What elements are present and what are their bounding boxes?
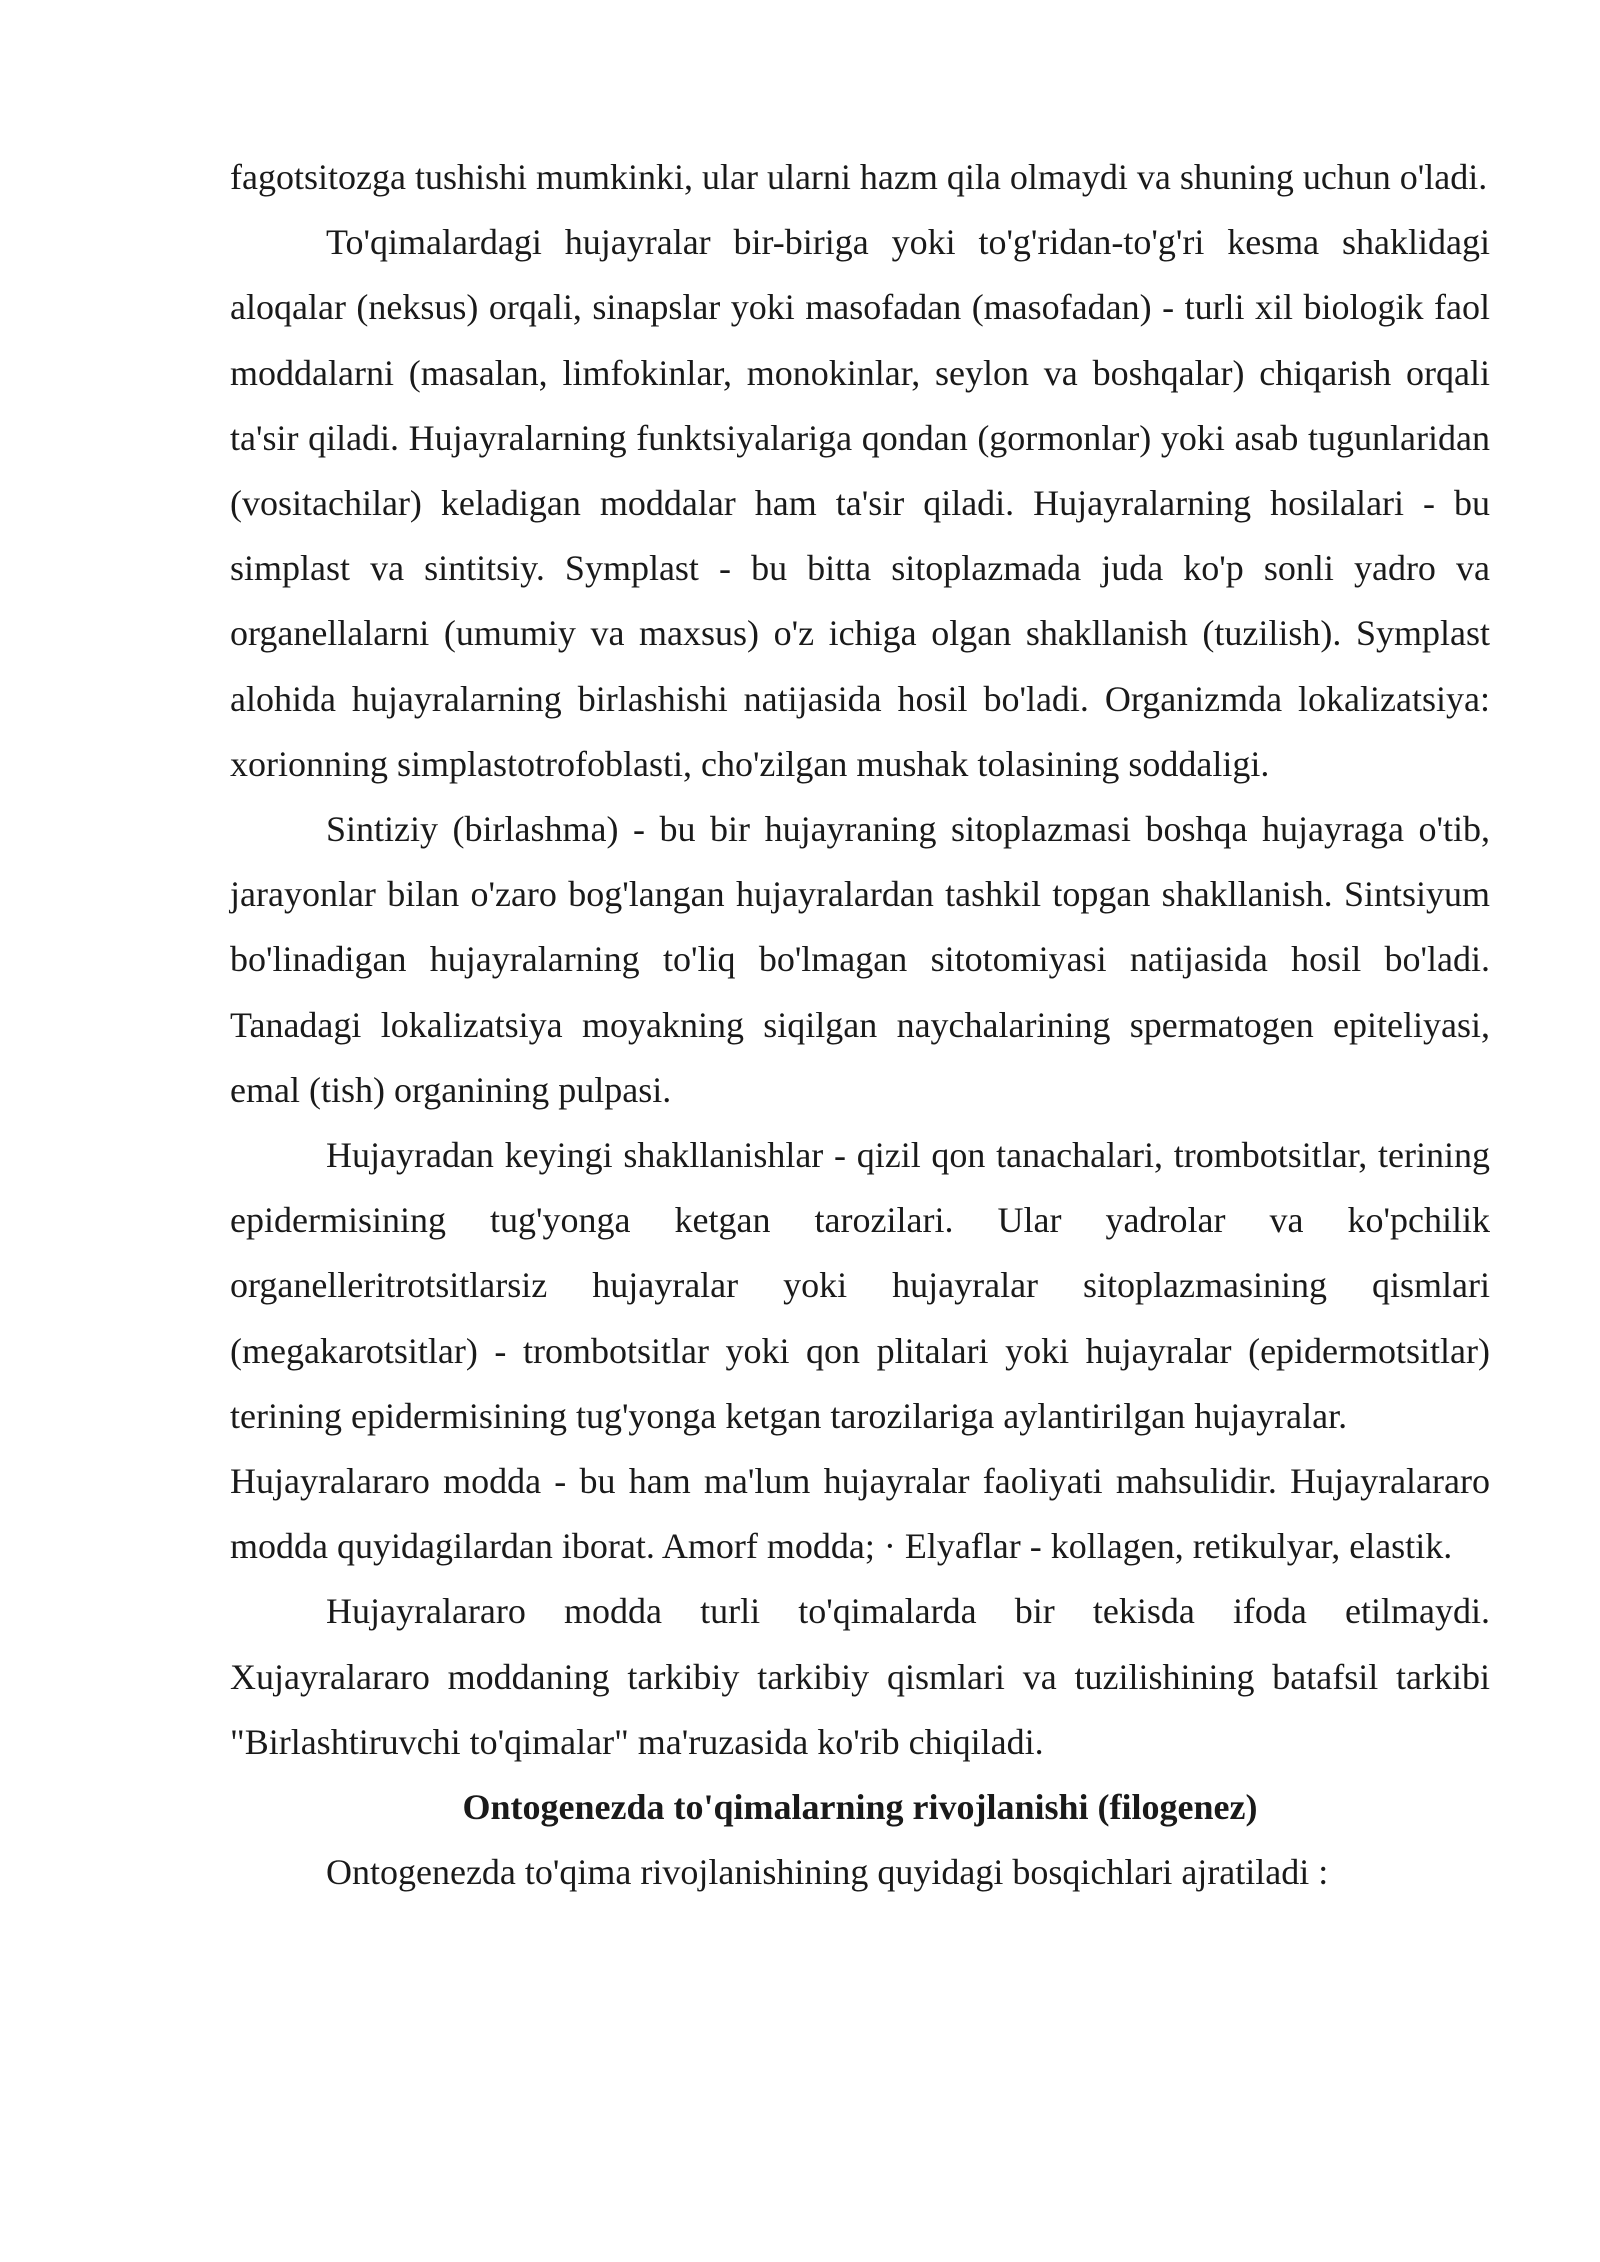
paragraph-syncytium: Sintiziy (birlashma) - bu bir hujayraning sitoplazmasi boshqa hujayraga o'tib, jarayonlar bilan o'zaro bog'langan hujayralardan tashkil topgan shakllanish. Sintsiyum bo'linadigan hujayralarning to'liq bo'lmagan sitotomiyasi natijasida hosil bo'ladi. Tanadagi lokalizatsiya moyakning siqilgan naychalarining spermatogen epiteliyasi, emal (tish) organining pulpasi. xyxy=(230,809,1490,1110)
section-heading: Ontogenezda to'qimalarning rivojlanishi (filogenez) xyxy=(462,1787,1258,1828)
paragraph-postcellular-formations: Hujayradan keyingi shakllanishlar - qizil qon tanachalari, trombotsitlar, terining epidermisining tug'yonga ketgan tarozilari. Ular yadrolar va ko'pchilik organelleritrotsitlarsiz hujayralar yoki hujayralar sitoplazmasining qismlari (megakarotsitlar) - trombotsitlar yoki qon plitalari yoki hujayralar (epidermotsitlar) terining epidermisining tug'yonga ketgan tarozilariga aylantirilgan hujayralar. xyxy=(230,1135,1490,1436)
paragraph-ontogenesis-stages: Ontogenezda to'qima rivojlanishining quyidagi bosqichlari ajratiladi : xyxy=(326,1852,1329,1893)
document-page xyxy=(230,145,1490,1905)
paragraph-intercellular-expression: Hujayralararo modda turli to'qimalarda bir tekisda ifoda etilmaydi. Xujayralararo moddaning tarkibiy tarkibiy qismlari va tuzilishining batafsil tarkibi "Birlashtiruvchi to'qimalar" ma'ruzasida ko'rib chiqiladi. xyxy=(230,1591,1490,1762)
paragraph-intercellular-substance: Hujayralararo modda - bu ham ma'lum hujayralar faoliyati mahsulidir. Hujayralararo modda quyidagilardan iborat. Amorf modda; · Elyaflar - kollagen, retikulyar, elastik. xyxy=(230,1461,1490,1567)
paragraph-cell-interaction: To'qimalardagi hujayralar bir-biriga yoki to'g'ridan-to'g'ri kesma shaklidagi aloqalar (neksus) orqali, sinapslar yoki masofadan (masofadan) - turli xil biologik faol moddalarni (masalan, limfokinlar, monokinlar, seylon va boshqalar) chiqarish orqali ta'sir qiladi. Hujayralarning funktsiyalariga qondan (gormonlar) yoki asab tugunlaridan (vositachilar) keladigan moddalar ham ta'sir qiladi. Hujayralarning hosilalari - bu simplast va sintitsiy. Symplast - bu bitta sitoplazmada juda ko'p sonli yadro va organellalarni (umumiy va maxsus) o'z ichiga olgan shakllanish (tuzilish). Symplast alohida hujayralarning birlashishi natijasida hosil bo'ladi. Organizmda lokalizatsiya: xorionning simplastotrofoblasti, cho'zilgan mushak tolasining soddaligi. xyxy=(230,222,1490,784)
paragraph-phagocytosis-continuation: fagotsitozga tushishi mumkinki, ular ularni hazm qila olmaydi va shuning uchun o'ladi. xyxy=(230,157,1488,197)
